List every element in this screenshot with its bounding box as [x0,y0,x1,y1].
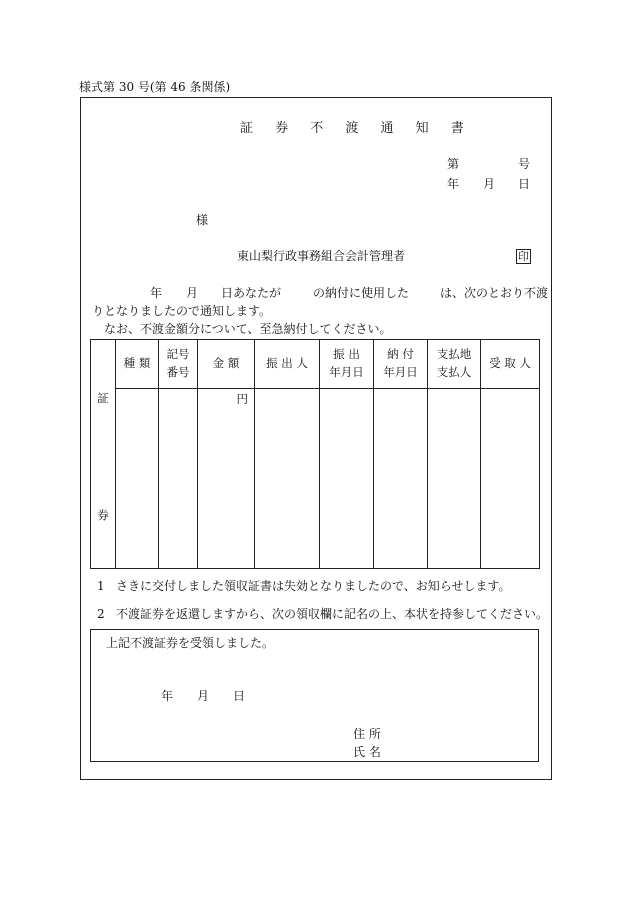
body-year: 年 [150,286,163,300]
recipient-suffix: 様 [196,213,209,227]
receipt-month: 月 [197,689,210,703]
col-header-payer: 支払地 支払人 [428,340,481,389]
issuer-name: 東山梨行政事務組合会計管理者 [237,249,406,263]
note-1-text: さきに交付しました領収証書は失効となりましたので、お知らせします。 [116,579,511,593]
body-line3: なお、不渡金額分について、至急納付してください。 [104,322,392,336]
side-label-bottom: 券 [97,508,109,522]
amount-unit: 円 [236,392,248,406]
cell-payer[interactable] [428,389,481,569]
body-line1-end: は、次のとおり不渡 [440,286,549,300]
col-header-pay-date: 納 付 年月日 [374,340,428,389]
receipt-address-label: 住 所 [353,727,381,741]
note-2-number: 2 [97,607,105,621]
receipt-day: 日 [233,689,246,703]
seal-mark: 印 [518,250,529,263]
cell-issue-date[interactable] [320,389,374,569]
date-month: 月 [483,177,496,191]
receipt-year: 年 [161,689,174,703]
cell-symbol[interactable] [159,389,198,569]
date-day: 日 [518,177,531,191]
receipt-name-label: 氏 名 [353,745,381,759]
number-suffix: 号 [518,157,531,171]
col-header-payee: 受 取 人 [481,340,540,389]
col-header-symbol: 記号 番号 [159,340,198,389]
cell-amount[interactable] [198,389,255,569]
cell-payee[interactable] [481,389,540,569]
note-1-number: 1 [97,579,105,593]
cell-drawer[interactable] [255,389,320,569]
body-month: 月 [186,286,199,300]
date-year: 年 [447,177,460,191]
col-header-amount: 金 額 [198,340,255,389]
side-label-top: 証 [97,391,109,405]
body-day-text: 日あなたが [221,286,282,300]
body-payment-text: の納付に使用した [313,286,410,300]
note-2-text: 不渡証券を返還しますから、次の領収欄に記名の上、本状を持参してください。 [116,607,549,621]
securities-side-label [91,340,116,569]
col-header-issue-date: 振 出 年月日 [320,340,374,389]
form-label: 様式第 30 号(第 46 条関係) [79,80,231,94]
col-header-type: 種 類 [116,340,159,389]
number-prefix: 第 [447,157,460,171]
body-line2: りとなりましたので通知します。 [92,304,272,318]
securities-table [90,339,540,569]
cell-type[interactable] [116,389,159,569]
cell-pay-date[interactable] [374,389,428,569]
document-title: 証 券 不 渡 通 知 書 [240,121,473,136]
col-header-drawer: 振 出 人 [255,340,320,389]
receipt-text: 上記不渡証券を受領しました。 [106,636,275,650]
